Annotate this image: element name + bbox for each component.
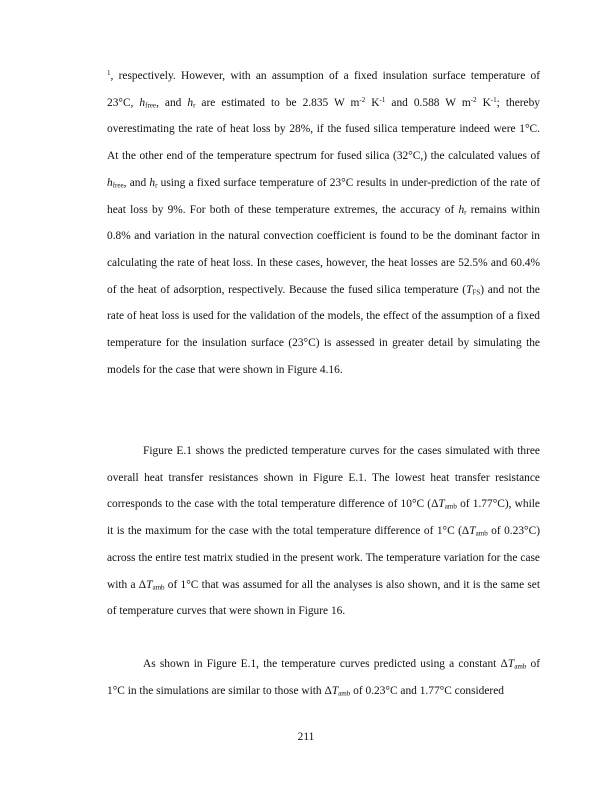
subscript: amb	[514, 662, 527, 671]
superscript: 1	[107, 69, 111, 78]
text-run: of 1.77°C), while it is the maximum for the case with the total temperature difference of 1°C (Δ	[107, 498, 540, 538]
page-number: 211	[297, 731, 315, 743]
subscript: r	[193, 101, 196, 110]
superscript: -1	[490, 95, 497, 104]
italic-symbol: h	[458, 203, 465, 216]
subscript: amb	[338, 689, 351, 698]
text-run: , and	[156, 96, 188, 109]
text-run: Figure E.1 shows the predicted temperature curves for the cases simulated with three overall heat transfer resistances shown in Figure E.1. The lowest heat transfer resistance corresponds to the case with the total temperature difference of 10°C (Δ	[107, 445, 540, 511]
paragraph-1	[107, 63, 540, 383]
italic-symbol: T	[507, 658, 515, 670]
text-run: ) and not the rate of heat loss is used for the validation of the models, the effect of the assumption of a fixed temperature for the insulation surface (23°C) is assessed in greater detail by simulating the models for the case that were shown in Figure 4.16.	[107, 283, 540, 376]
subscript: amb	[444, 502, 457, 511]
italic-symbol: h	[107, 176, 113, 189]
italic-symbol: h	[149, 176, 156, 189]
superscript: -2	[359, 95, 366, 104]
subscript: amb	[152, 582, 165, 591]
body-text-block-1	[107, 63, 540, 383]
italic-symbol: T	[466, 283, 473, 296]
body-text-block-2	[107, 438, 540, 625]
italic-symbol: T	[438, 498, 445, 511]
italic-symbol: T	[331, 684, 339, 697]
text-run: As shown in Figure E.1, the temperature curves predicted using a constant Δ	[143, 658, 508, 670]
text-run: and 0.588 W m	[385, 96, 471, 109]
subscript: r	[155, 181, 158, 190]
subscript: free	[145, 101, 157, 110]
subscript: r	[464, 207, 467, 216]
paragraph-3	[107, 651, 540, 704]
text-run: , respectively. However, with an assumption of a fixed insulation surface temperature of 23°C,	[107, 70, 540, 109]
text-run: K	[476, 96, 491, 109]
italic-symbol: T	[469, 525, 476, 538]
text-run: are estimated to be 2.835 W m	[195, 96, 360, 109]
superscript: -2	[470, 95, 477, 104]
subscript: free	[112, 181, 124, 190]
paragraph-2	[107, 438, 540, 625]
text-run: of 0.23°C) across the entire test matrix studied in the present work. The temperature variation for the case with a Δ	[107, 525, 540, 591]
subscript: amb	[475, 529, 488, 538]
text-run: of 0.23°C and 1.77°C considered	[350, 684, 504, 697]
superscript: -1	[379, 95, 386, 104]
text-run: using a fixed surface temperature of 23°C results in under-prediction of the rate of heat loss by 9%. For both of these temperature extremes, the accuracy of	[107, 176, 540, 216]
text-run: of 1°C that was assumed for all the analyses is also shown, and it is the same set of temperature curves that were shown in Figure 16.	[107, 578, 541, 618]
subscript: FS	[472, 288, 481, 297]
text-run: of 1°C in the simulations are similar to those with Δ	[107, 658, 540, 697]
text-run: K	[365, 96, 380, 109]
body-text-block-3	[107, 651, 540, 704]
text-run: remains within 0.8% and variation in the natural convection coefficient is found to be the dominant factor in calculating the rate of heat loss. In these cases, however, the heat losses are 52.5% and 60.4% of the heat of adsorption, respectively. Because the fused silica temperature (	[107, 203, 540, 296]
text-run: , and	[123, 176, 150, 189]
italic-symbol: h	[187, 96, 194, 109]
italic-symbol: T	[146, 578, 153, 591]
italic-symbol: h	[139, 96, 146, 109]
text-run: ; thereby overestimating the rate of heat loss by 28%, if the fused silica temperature indeed were 1°C. At the other end of the temperature spectrum for fused silica (32°C,) the calculated values of	[107, 96, 540, 163]
